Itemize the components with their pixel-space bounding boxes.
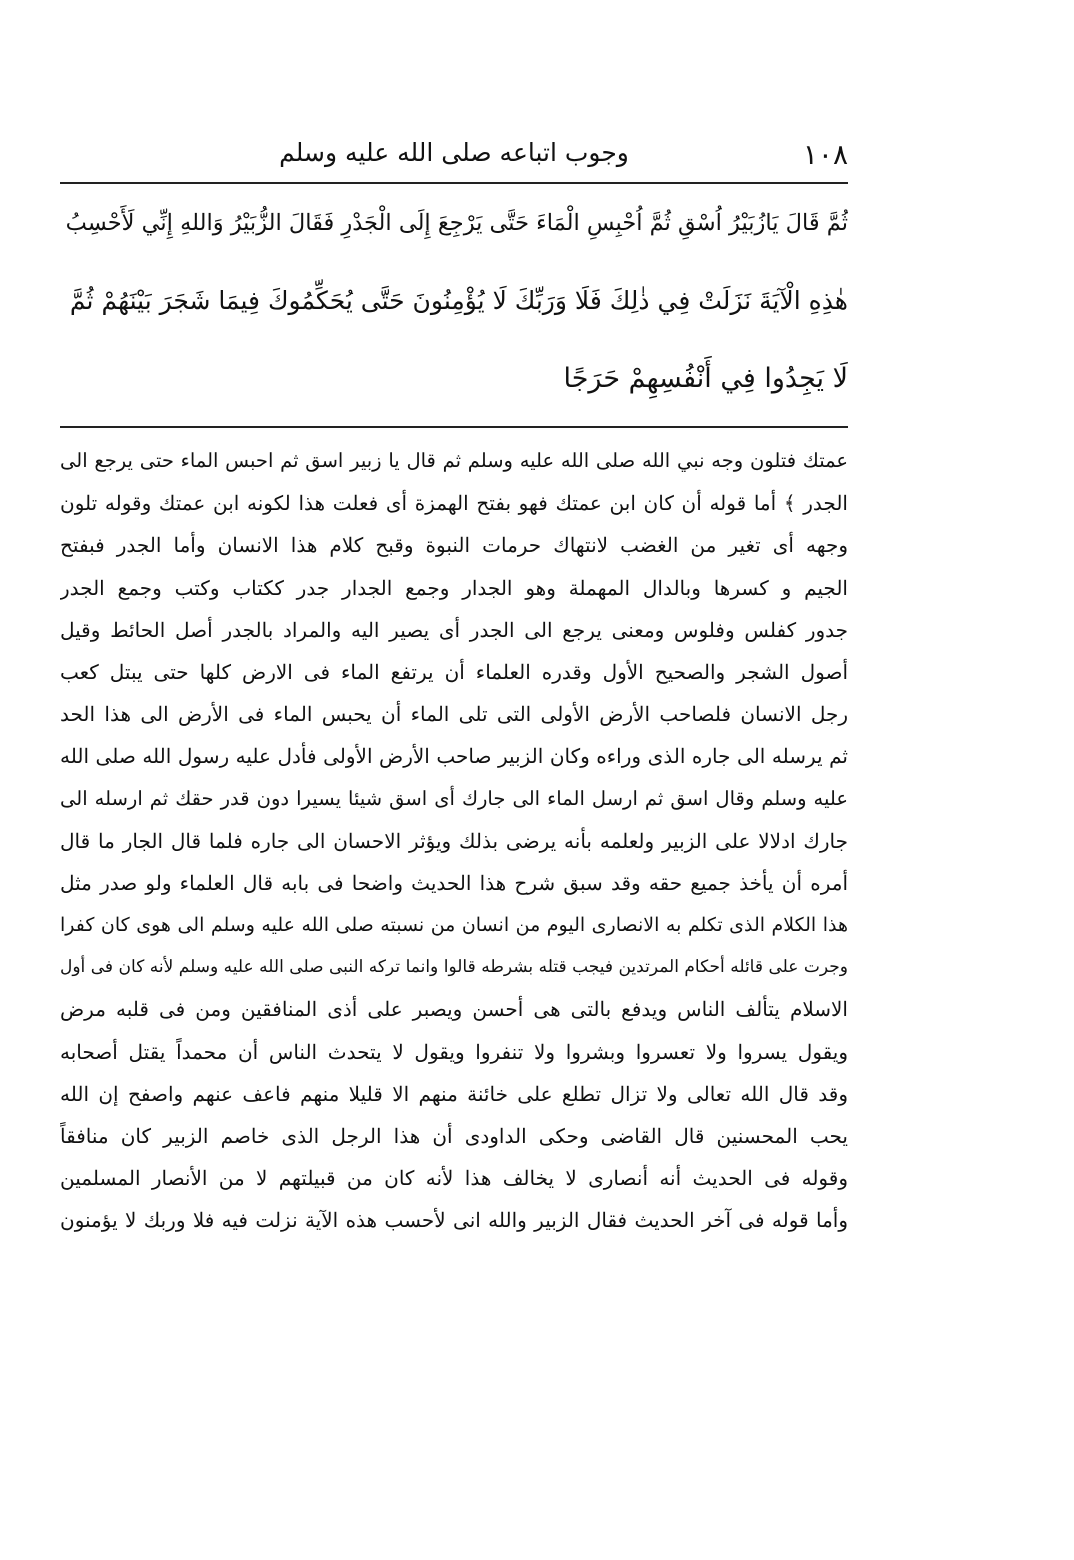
- page-number: ١٠٨: [802, 138, 848, 171]
- commentary-line: وأما قوله فى آخر الحديث فقال الزبير والله انى لأحسب هذه الآية نزلت فيه فلا وربك لا يؤمنون: [60, 1208, 848, 1233]
- commentary-line: ثم يرسله الى جاره الذى وراءه وكان الزبير صاحب الأرض الأولى فأدل عليه رسول الله صلى الله: [60, 744, 848, 769]
- commentary-line: رجل الانسان فلصاحب الأرض الأولى التى تلى الماء أن يحبس الماء فى الأرض الى هذا الحد: [60, 702, 848, 727]
- commentary-line: وقوله فى الحديث أنه أنصارى لا يخالف هذا لأنه كان من قبيلتهم لا من الأنصار المسلمين: [60, 1166, 848, 1191]
- page-header: [60, 136, 848, 176]
- commentary-line: جدور كفلس وفلوس ومعنى يرجع الى الجدر أى يصير اليه والمراد بالجدر أصل الحائط وقيل: [60, 617, 848, 642]
- commentary-line: أصول الشجر والصحيح الأول وقدره العلماء أن يرتفع الماء فى الارض كلها حتى يبتل كعب: [60, 659, 848, 684]
- commentary-line: يحب المحسنين قال القاضى وحكى الداودى أن هذا الرجل الذى خاصم الزبير كان منافقاً: [60, 1124, 848, 1148]
- hadith-text: [60, 184, 848, 418]
- commentary-line: ويقول يسروا ولا تعسروا وبشروا ولا تنفروا ويقول لا يتحدث الناس أن محمداً يقتل أصحابه: [60, 1039, 848, 1064]
- hadith-line: هٰذِهِ الْآيَةَ نَزَلَتْ فِي ذٰلِكَ فَلَا وَرَبِّكَ لَا يُؤْمِنُونَ حَتَّى يُحَكِّمُوكَ فِيمَا شَجَرَ بَيْنَهُمْ ثُمَّ: [69, 286, 848, 315]
- commentary-text: [60, 440, 848, 1242]
- commentary-line: عمتك فتلون وجه نبي الله صلى الله عليه وسلم ثم قال يا زبير اسق ثم احبس الماء حتى يرجع الى: [60, 449, 848, 472]
- commentary-line: وجهه أى تغير من الغضب لانتهاك حرمات النبوة وقبح كلام هذا الانسان وأما الجدر فبفتح: [60, 533, 848, 558]
- section-divider: [60, 426, 848, 428]
- commentary-line: وجرت على قائله أحكام المرتدين فيجب قتله بشرطه قالوا وانما تركه النبى صلى الله عليه وسلم لأنه كان فى أول: [60, 957, 848, 978]
- running-title: وجوب اتباعه صلى الله عليه وسلم: [279, 138, 629, 167]
- commentary-line: أمره أن يأخذ جميع حقه وقد سبق شرح هذا الحديث واضحا فى بابه قال العلماء ولو صدر مثل: [60, 870, 848, 895]
- hadith-line: ثُمَّ قَالَ يَازُبَيْرُ اُسْقِ ثُمَّ اُحْبِسِ الْمَاءَ حَتَّى يَرْجِعَ إِلَى الْجَدْرِ فَقَالَ الزُّبَيْرُ وَاللهِ إِنِّي لَأَحْسِبُ: [65, 210, 848, 236]
- commentary-line: جارك ادلالا على الزبير ولعلمه بأنه يرضى بذلك ويؤثر الاحسان الى جاره فلما قال الجار ما قال: [60, 828, 848, 853]
- commentary-line: عليه وسلم وقال اسق ثم ارسل الماء الى جارك أى اسق شيئا يسيرا دون قدر حقك ثم ارسله الى: [60, 786, 848, 810]
- commentary-line: الجدر ﴾ أما قوله أن كان ابن عمتك فهو بفتح الهمزة أى فعلت هذا لكونه ابن عمتك وقوله تلون: [60, 491, 848, 516]
- commentary-line: هذا الكلام الذى تكلم به الانصارى اليوم من انسان من نسبته صلى الله عليه وسلم الى هوى كان كفرا: [60, 914, 848, 937]
- commentary-line: الجيم و كسرها وبالدال المهملة وهو الجدار وجمع الجدار جدر ككتاب وكتب وجمع الجدر: [60, 575, 848, 600]
- commentary-line: وقد قال الله تعالى ولا تزال تطلع على خائنة منهم الا قليلا منهم فاعف عنهم واصفح إن الله: [60, 1081, 848, 1106]
- commentary-line: الاسلام يتألف الناس ويدفع بالتى هى أحسن ويصبر على أذى المنافقين ومن فى قلبه مرض: [60, 997, 848, 1022]
- hadith-line: لَا يَجِدُوا فِي أَنْفُسِهِمْ حَرَجًا: [563, 363, 848, 394]
